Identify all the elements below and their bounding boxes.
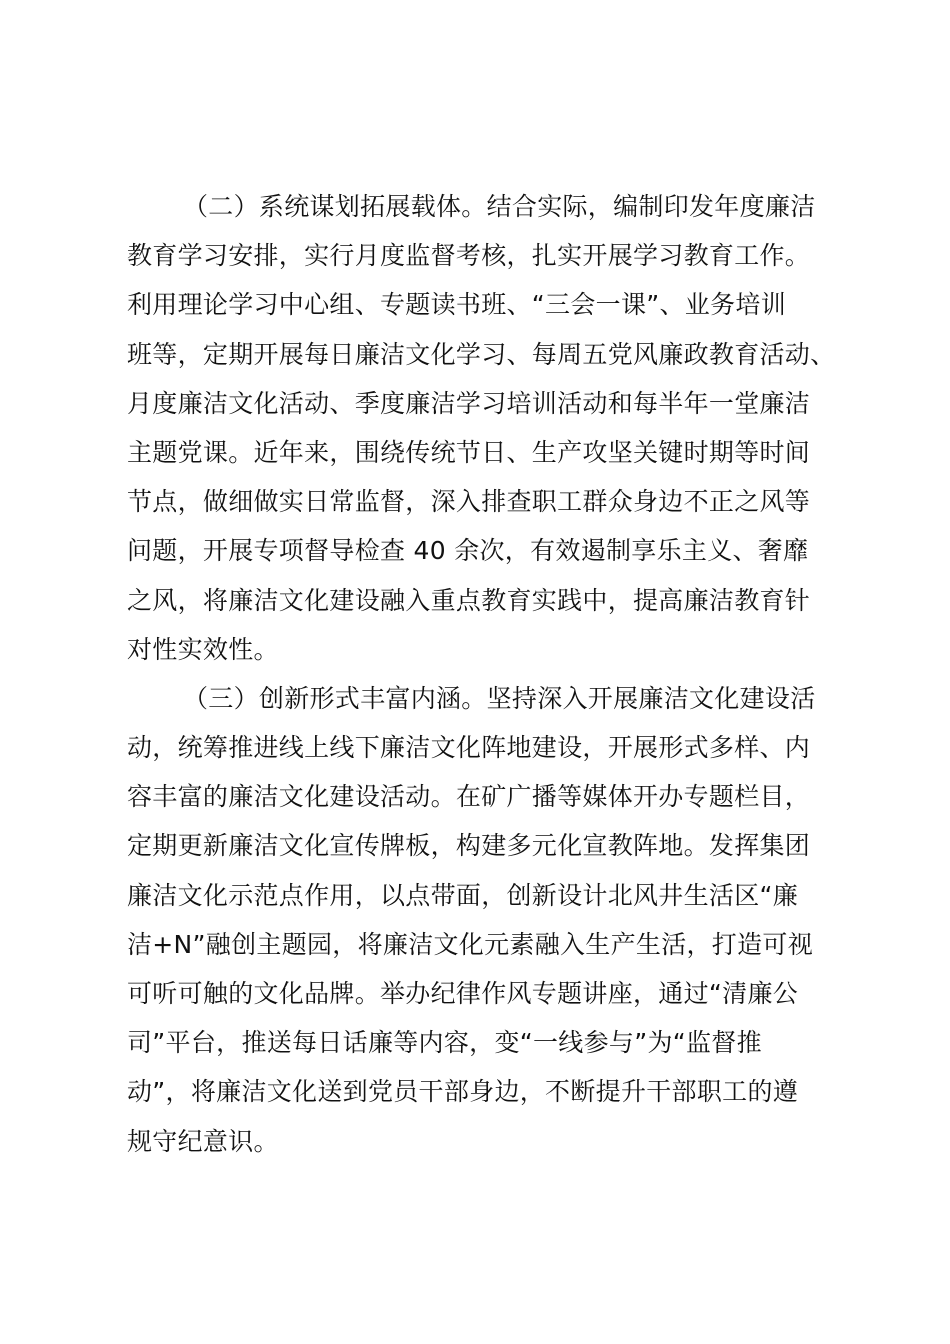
- paragraph-line: 容丰富的廉洁文化建设活动。在矿广播等媒体开办专题栏目，: [127, 782, 811, 812]
- paragraph-line: （三）创新形式丰富内涵。坚持深入开展廉洁文化建设活: [183, 683, 816, 713]
- paragraph-line: 班等，定期开展每日廉洁文化学习、每周五党风廉政教育活动、: [127, 339, 836, 369]
- paragraph-line: 对性实效性。: [127, 634, 279, 664]
- paragraph-line: 动，统筹推进线上线下廉洁文化阵地建设，开展形式多样、内: [127, 733, 811, 763]
- paragraph-line: 教育学习安排，实行月度监督考核，扎实开展学习教育工作。: [127, 241, 811, 271]
- paragraph-line: 可听可触的文化品牌。举办纪律作风专题讲座，通过“清廉公: [127, 979, 799, 1008]
- paragraph-line: 洁+N”融创主题园，将廉洁文化元素融入生产生活，打造可视: [127, 929, 814, 959]
- paragraph-line: 定期更新廉洁文化宣传牌板，构建多元化宣教阵地。发挥集团: [127, 831, 811, 861]
- paragraph-line: 节点，做细做实日常监督，深入排查职工群众身边不正之风等: [127, 487, 811, 517]
- paragraph-2: [127, 182, 847, 674]
- paragraph-line: 廉洁文化示范点作用，以点带面，创新设计北风井生活区“廉: [127, 880, 799, 910]
- paragraph-line: 主题党课。近年来，围绕传统节日、生产攻坚关键时期等时间: [127, 437, 811, 467]
- paragraph-line: 规守纪意识。: [127, 1126, 279, 1156]
- paragraph-line: 问题，开展专项督导检查 40 余次，有效遏制享乐主义、奢靡: [127, 536, 809, 566]
- paragraph-line: 动”，将廉洁文化送到党员干部身边，不断提升干部职工的遵: [127, 1077, 799, 1107]
- paragraph-line: 月度廉洁文化活动、季度廉洁学习培训活动和每半年一堂廉洁: [127, 388, 811, 418]
- paragraph-line: 利用理论学习中心组、专题读书班、“三会一课”、业务培训: [127, 290, 787, 320]
- paragraph-3: [127, 674, 847, 1166]
- paragraph-line: 司”平台，推送每日话廉等内容，变“一线参与”为“监督推: [127, 1028, 762, 1058]
- paragraph-line: 之风，将廉洁文化建设融入重点教育实践中，提高廉洁教育针: [127, 585, 811, 615]
- document-body: [127, 182, 847, 1166]
- paragraph-line: （二）系统谋划拓展载体。结合实际，编制印发年度廉洁: [183, 192, 816, 221]
